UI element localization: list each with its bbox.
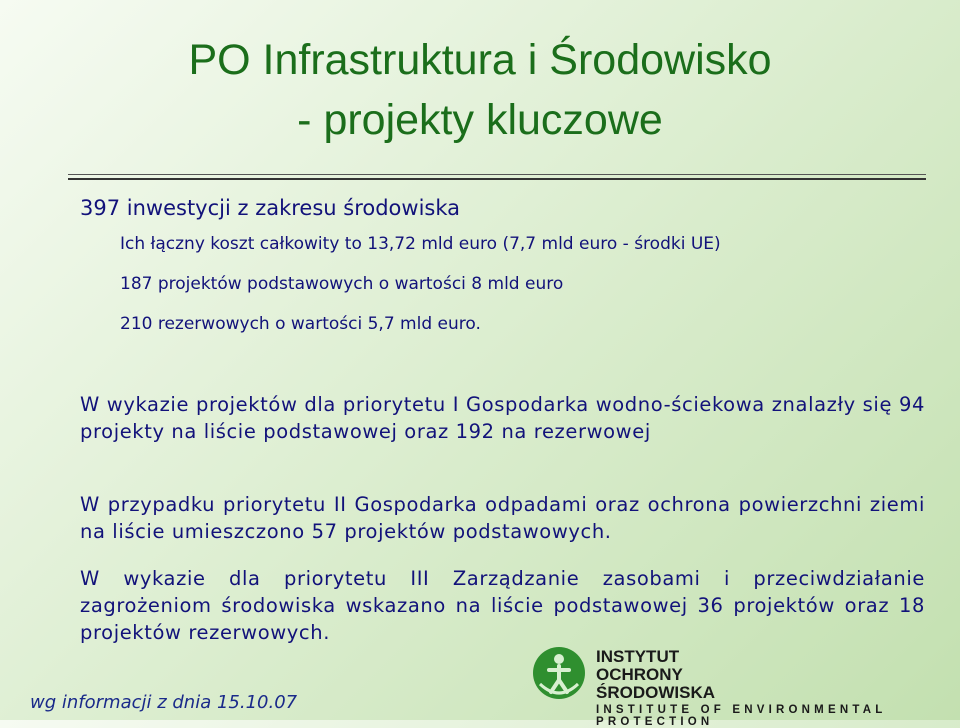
summary-item-basic: 187 projektów podstawowych o wartości 8 mld euro <box>120 274 564 294</box>
slide-title-line-1: PO Infrastruktura i Środowisko <box>188 36 772 84</box>
summary-main: 397 inwestycji z zakresu środowiska <box>80 196 461 220</box>
slide-title-line-2: - projekty kluczowe <box>297 96 663 144</box>
logo-name-line-1: INSTYTUT <box>596 647 680 666</box>
title-divider <box>68 174 926 180</box>
paragraph-priority-1: W wykazie projektów dla priorytetu I Gospodarka wodno-ściekowa znalazły się 94 projekty na liście podstawowej oraz 192 na rezerwowej <box>80 393 925 443</box>
logo-english-name: INSTITUTE OF ENVIRONMENTAL PROTECTION <box>596 704 887 728</box>
paragraph-priority-2: W przypadku priorytetu II Gospodarka odpadami oraz ochrona powierzchni ziemi na liście umieszczono 57 projektów podstawowych. <box>80 493 925 543</box>
summary-item-reserve: 210 rezerwowych o wartości 5,7 mld euro. <box>120 314 481 334</box>
logo-name-line-2: OCHRONY <box>596 665 683 684</box>
institute-logo-icon <box>532 646 586 704</box>
summary-item-cost: Ich łączny koszt całkowity to 13,72 mld euro (7,7 mld euro - środki UE) <box>120 234 721 254</box>
source-date-footer: wg informacji z dnia 15.10.07 <box>30 692 298 713</box>
logo-name-line-3: ŚRODOWISKA <box>596 683 715 702</box>
paragraph-priority-3: W wykazie dla priorytetu III Zarządzanie zasobami i przeciwdziałanie zagrożeniom środowiska wskazano na liście podstawowej 36 projektów oraz 18 projektów rezerwowych. <box>80 567 925 644</box>
